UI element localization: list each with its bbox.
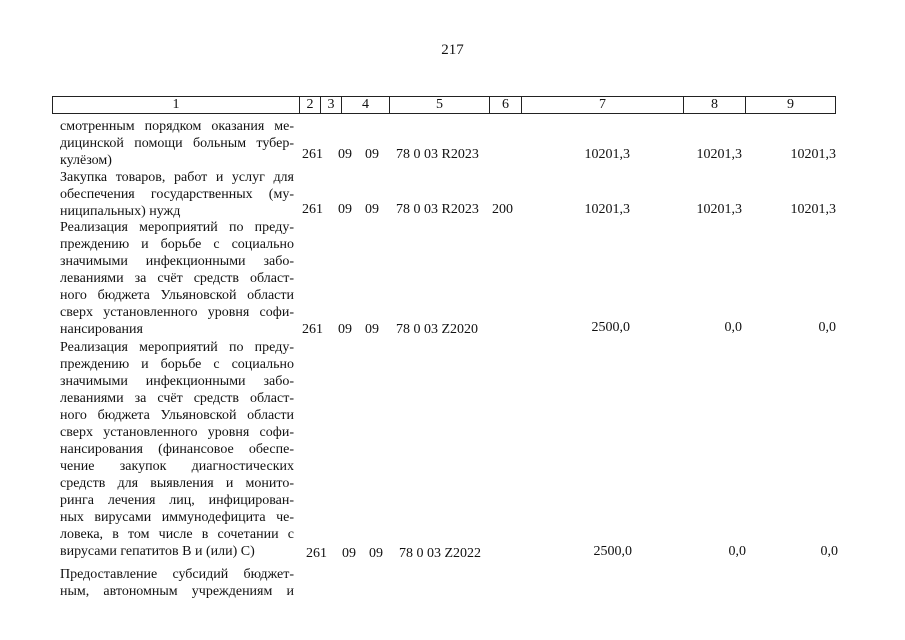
description-line: обеспечения государственных (му- bbox=[60, 187, 294, 202]
header-col-1: 1 bbox=[172, 97, 180, 112]
description-line: вирусами гепатитов В и (или) С) bbox=[60, 544, 255, 559]
target-article-code: 78 0 03 R2023 bbox=[396, 202, 479, 217]
section-code: 09 bbox=[338, 202, 352, 217]
description-line: Реализация мероприятий по преду- bbox=[60, 220, 294, 235]
subsection-code: 09 bbox=[369, 546, 383, 561]
description-line: ным, автономным учреждениям и bbox=[60, 584, 294, 599]
section-code: 09 bbox=[338, 147, 352, 162]
description-line: нансирования (финансовое обеспе- bbox=[60, 442, 294, 457]
subsection-code: 09 bbox=[365, 147, 379, 162]
amount-col-9: 10201,3 bbox=[790, 147, 836, 162]
description-line: сверх установленного уровня софи- bbox=[60, 425, 294, 440]
amount-col-8: 10201,3 bbox=[696, 202, 742, 217]
row-description bbox=[60, 169, 294, 220]
header-col-3: 3 bbox=[320, 97, 341, 113]
description-line: чение закупок диагностических bbox=[60, 459, 294, 474]
amount-col-7: 2500,0 bbox=[591, 320, 630, 335]
target-article-code: 78 0 03 Z2020 bbox=[396, 322, 479, 337]
subsection-code: 09 bbox=[365, 322, 379, 337]
description-line: значимыми инфекционными забо- bbox=[60, 374, 294, 389]
description-line: Закупка товаров, работ и услуг для bbox=[60, 170, 294, 185]
amount-col-9: 0,0 bbox=[818, 320, 836, 335]
header-col-2: 2 bbox=[299, 97, 320, 113]
section-code: 09 bbox=[342, 546, 356, 561]
description-line: ных вирусами иммунодефицита че- bbox=[60, 510, 294, 525]
description-line: ловека, в том числе в сочетании с bbox=[60, 527, 294, 542]
description-line: ного бюджета Ульяновской области bbox=[60, 408, 294, 423]
row-description bbox=[60, 566, 294, 600]
grbs-code: 261 bbox=[302, 202, 323, 217]
description-line: леваниями за счёт средств област- bbox=[60, 271, 294, 286]
grbs-code: 261 bbox=[302, 322, 323, 337]
amount-col-7: 10201,3 bbox=[584, 147, 630, 162]
page-number: 217 bbox=[441, 42, 464, 58]
amount-col-8: 0,0 bbox=[724, 320, 742, 335]
amount-col-9: 10201,3 bbox=[790, 202, 836, 217]
section-code: 09 bbox=[338, 322, 352, 337]
subsection-code: 09 bbox=[365, 202, 379, 217]
amount-col-8: 10201,3 bbox=[696, 147, 742, 162]
description-line: ринга лечения лиц, инфицирован- bbox=[60, 493, 294, 508]
description-line: Реализация мероприятий по преду- bbox=[60, 340, 294, 355]
description-line: преждению и борьбе с социально bbox=[60, 237, 294, 252]
row-description bbox=[60, 219, 294, 338]
description-line: дицинской помощи больным тубер- bbox=[60, 136, 294, 151]
header-col-5: 5 bbox=[389, 97, 489, 113]
header-col-7: 7 bbox=[521, 97, 683, 113]
description-line: преждению и борьбе с социально bbox=[60, 357, 294, 372]
description-line: Предоставление субсидий бюджет- bbox=[60, 567, 294, 582]
header-col-9: 9 bbox=[745, 97, 835, 113]
grbs-code: 261 bbox=[302, 147, 323, 162]
row-description bbox=[60, 118, 294, 169]
row-description bbox=[60, 339, 294, 560]
description-line: ного бюджета Ульяновской области bbox=[60, 288, 294, 303]
description-line: леваниями за счёт средств област- bbox=[60, 391, 294, 406]
description-line: средств для выявления и монито- bbox=[60, 476, 294, 491]
header-col-4: 4 bbox=[341, 97, 389, 113]
grbs-code: 261 bbox=[306, 546, 327, 561]
amount-col-8: 0,0 bbox=[728, 544, 746, 559]
target-article-code: 78 0 03 Z2022 bbox=[399, 546, 482, 561]
description-line: нансирования bbox=[60, 322, 143, 337]
description-line: смотренным порядком оказания ме- bbox=[60, 119, 294, 134]
description-line: сверх установленного уровня софи- bbox=[60, 305, 294, 320]
description-line: значимыми инфекционными забо- bbox=[60, 254, 294, 269]
header-col-6: 6 bbox=[489, 97, 521, 113]
target-article-code: 78 0 03 R2023 bbox=[396, 147, 479, 162]
description-line: ниципальных) нужд bbox=[60, 204, 181, 219]
table-header bbox=[52, 96, 836, 114]
amount-col-7: 2500,0 bbox=[593, 544, 632, 559]
description-line: кулёзом) bbox=[60, 153, 112, 168]
expense-type-code: 200 bbox=[492, 202, 513, 217]
amount-col-7: 10201,3 bbox=[584, 202, 630, 217]
amount-col-9: 0,0 bbox=[820, 544, 838, 559]
header-col-8: 8 bbox=[683, 97, 745, 113]
